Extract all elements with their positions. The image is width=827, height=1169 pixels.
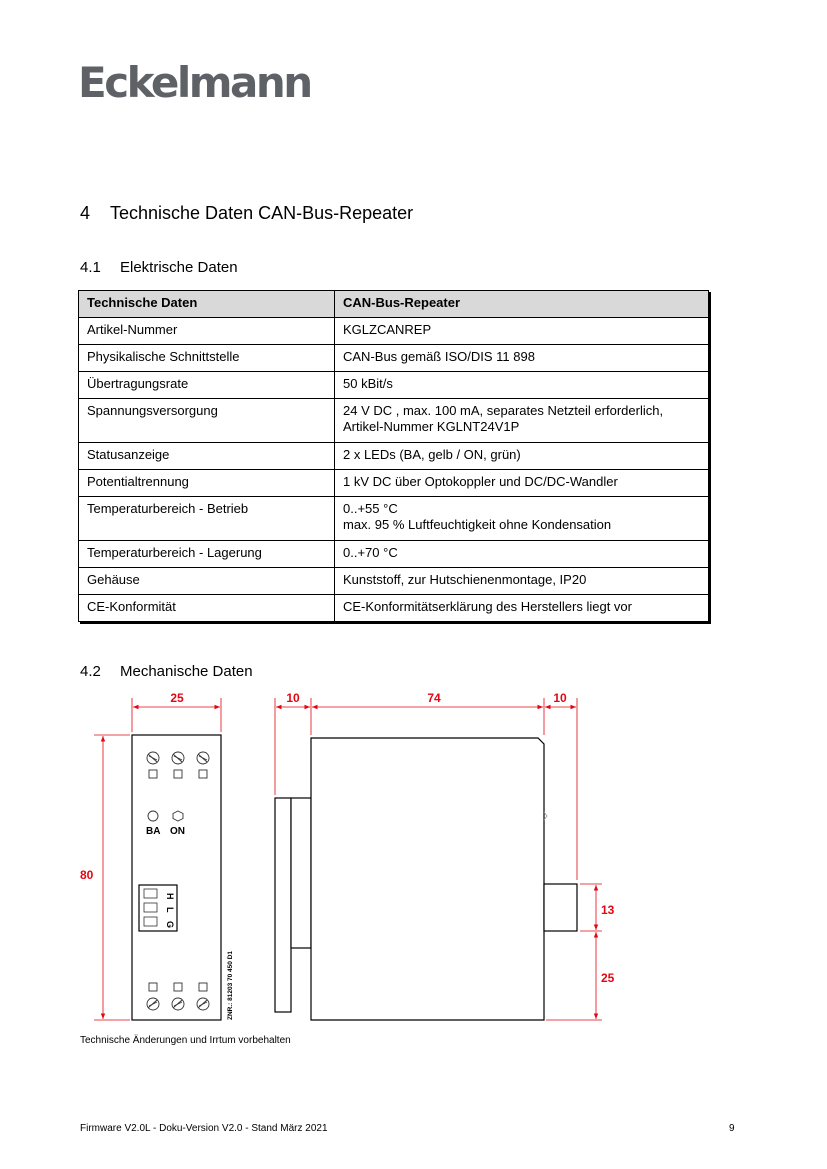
spec-label: Gehäuse <box>79 568 335 595</box>
section-title: Mechanische Daten <box>120 663 253 680</box>
page-footer: Firmware V2.0L - Doku-Version V2.0 - Stand März 2021 <box>80 1123 328 1134</box>
page-number: 9 <box>729 1123 735 1134</box>
table-row <box>79 345 709 372</box>
table-row <box>79 470 709 497</box>
spec-label: CE-Konformität <box>79 595 335 622</box>
connector-block <box>544 884 577 931</box>
section-title: Elektrische Daten <box>120 259 238 276</box>
table-row <box>79 443 709 470</box>
chapter-title: Technische Daten CAN-Bus-Repeater <box>110 203 414 223</box>
spec-label: Übertragungsrate <box>79 372 335 399</box>
dim-connector-label: 13 <box>601 903 615 917</box>
spec-label: Artikel-Nummer <box>79 318 335 345</box>
spec-value: CAN-Bus gemäß ISO/DIS 11 898 <box>335 345 709 372</box>
spec-label: Statusanzeige <box>79 443 335 470</box>
spec-value: Kunststoff, zur Hutschienenmontage, IP20 <box>335 568 709 595</box>
spec-label: Spannungsversorgung <box>79 399 335 443</box>
section-heading-electrical <box>80 259 238 276</box>
table-row <box>79 568 709 595</box>
dim-depth-label: 74 <box>427 691 441 705</box>
mechanical-drawing <box>0 690 827 1030</box>
spec-value: 0..+55 °C max. 95 % Luftfeuchtigkeit ohne Kondensation <box>335 497 709 541</box>
dim-height-label: 80 <box>80 868 94 882</box>
chapter-number: 4 <box>80 203 91 223</box>
dim-bottom-label: 25 <box>601 971 615 985</box>
switch-label-l: L <box>165 907 175 913</box>
spec-value: 0..+70 °C <box>335 541 709 568</box>
front-view <box>132 735 234 1020</box>
section-number: 4.1 <box>80 259 101 276</box>
spec-value: KGLZCANREP <box>335 318 709 345</box>
housing-side <box>311 738 544 1020</box>
spec-label: Temperaturbereich - Lagerung <box>79 541 335 568</box>
chapter-heading <box>80 203 413 224</box>
section-heading-mechanical <box>80 663 253 680</box>
company-logo: Eckelmann <box>78 58 311 107</box>
table-row <box>79 595 709 622</box>
specification-table <box>78 290 709 622</box>
switch-label-h: H <box>165 893 175 900</box>
table-row <box>79 372 709 399</box>
switch-label-g: G <box>165 921 175 929</box>
spec-label: Potentialtrennung <box>79 470 335 497</box>
table-row <box>79 497 709 541</box>
rail-adapter <box>291 798 311 948</box>
table-header-cell: Technische Daten <box>79 291 335 318</box>
spec-label: Temperaturbereich - Betrieb <box>79 497 335 541</box>
spec-value: CE-Konformitätserklärung des Herstellers liegt vor <box>335 595 709 622</box>
dim-side-right-label: 10 <box>553 691 567 705</box>
table-header-row <box>79 291 709 318</box>
table-row <box>79 399 709 443</box>
table-header-cell: CAN-Bus-Repeater <box>335 291 709 318</box>
dim-side-left-label: 10 <box>286 691 300 705</box>
spec-value: 24 V DC , max. 100 mA, separates Netzteil erforderlich, Artikel-Nummer KGLNT24V1P <box>335 399 709 443</box>
side-view <box>275 738 577 1020</box>
led-label-ba: BA <box>146 826 161 837</box>
spec-value: 2 x LEDs (BA, gelb / ON, grün) <box>335 443 709 470</box>
table-row <box>79 318 709 345</box>
part-number-label: ZNR.: 81203 70 450 D1 <box>227 950 234 1020</box>
spec-value: 50 kBit/s <box>335 372 709 399</box>
disclaimer-note: Technische Änderungen und Irrtum vorbehalten <box>80 1035 291 1046</box>
led-label-on: ON <box>170 826 185 837</box>
section-number: 4.2 <box>80 663 101 680</box>
spec-label: Physikalische Schnittstelle <box>79 345 335 372</box>
table-row <box>79 541 709 568</box>
din-rail-clip <box>275 798 291 1012</box>
dim-width-label: 25 <box>170 691 184 705</box>
spec-value: 1 kV DC über Optokoppler und DC/DC-Wandler <box>335 470 709 497</box>
